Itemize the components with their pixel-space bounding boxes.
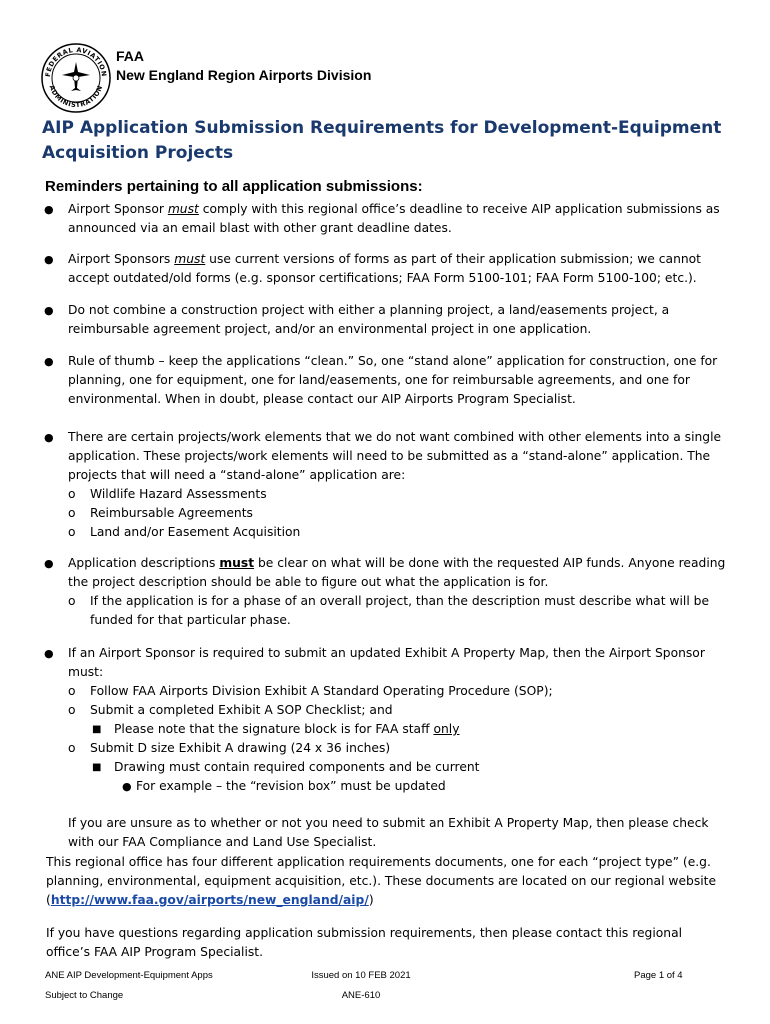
- org-line-division: New England Region Airports Division: [116, 67, 372, 83]
- list-item: ● There are certain projects/work elements that we do not want combined with other elements into a single application. These projects/work elements will need to be submitted as a “stand-alone” application. The projects that will need a “stand-alone” application are: o Wildlife Hazard Assessments o Reimbursable Agreements o Land and/or Easement Acquisition: [68, 428, 728, 542]
- regional-website-link[interactable]: http://www.faa.gov/airports/new_england/aip/: [50, 893, 369, 907]
- sub-list-item: o Wildlife Hazard Assessments: [68, 487, 267, 501]
- sub-list-item: o Reimbursable Agreements: [68, 506, 253, 520]
- exhibit-a-note: If you are unsure as to whether or not you need to submit an Exhibit A Property Map, then please check with our FAA Compliance and Land Use Specialist.: [68, 816, 709, 849]
- sub-list-item: o Follow FAA Airports Division Exhibit A Standard Operating Procedure (SOP);: [68, 684, 553, 698]
- bullet-icon: ●: [44, 355, 54, 368]
- reminders-heading: Reminders pertaining to all application submissions:: [45, 178, 423, 195]
- sub-list-item: o If the application is for a phase of an overall project, than the description must describe what will be funded for that particular phase.: [68, 594, 710, 627]
- regional-documents-paragraph: This regional office has four different application requirements documents, one for each “project type” (e.g. planning, environmental, equipment acquisition, etc.). These documents are located on our regional website (http://www.faa.gov/airports/new_england/aip/): [46, 855, 717, 907]
- sub-list-item: o Submit D size Exhibit A drawing (24 x 36 inches): [68, 741, 391, 755]
- list-item: ● Do not combine a construction project with either a planning project, a land/easements project, a reimbursable agreement project, and/or an environmental project in one application.: [44, 303, 670, 336]
- list-item: ● Application descriptions must be clear on what will be done with the requested AIP funds. Anyone reading the project description should be able to figure out what the application is for. o If the application is for a phase of an overall project, than the description must describe what will be funded for that particular phase.: [68, 554, 728, 630]
- sub-list-item: o Land and/or Easement Acquisition: [68, 525, 301, 539]
- sub-list-item: o Submit a completed Exhibit A SOP Checklist; and: [68, 703, 393, 717]
- organization-header: [116, 47, 371, 85]
- bullet-icon: ●: [44, 557, 54, 570]
- org-line-faa: FAA: [116, 48, 144, 64]
- sub-sub-list-item: ■ Please note that the signature block is for FAA staff only: [92, 722, 460, 736]
- faa-seal-logo: [40, 42, 112, 114]
- contact-paragraph: If you have questions regarding application submission requirements, then please contact this regional office’s FAA AIP Program Specialist.: [46, 926, 683, 959]
- document-title: AIP Application Submission Requirements for Development-Equipment Acquisition Projects: [42, 118, 722, 163]
- bullet-icon: ●: [44, 647, 54, 660]
- list-item: ● Rule of thumb – keep the applications “clean.” So, one “stand alone” application for construction, one for planning, one for equipment, one for land/easements, one for reimbursable agreements, and one for environmental. When in doubt, please contact our AIP Airports Program Specialist.: [44, 354, 718, 406]
- footer-left: ANE AIP Development-Equipment Apps Subject to Change: [45, 970, 213, 1001]
- seal-text-top: FEDERAL AVIATION: [43, 45, 109, 78]
- bullet-icon: ●: [44, 431, 54, 444]
- seal-text-bottom: ADMINISTRATION: [47, 84, 105, 110]
- footer-page-number: Page 1 of 4: [634, 970, 683, 981]
- list-item: ● Airport Sponsor must comply with this regional office’s deadline to receive AIP application submissions as announced via an email blast with other grant deadline dates.: [44, 202, 720, 235]
- sub-sub-sub-list-item: ● For example – the “revision box” must be updated: [122, 779, 446, 793]
- footer-center: Issued on 10 FEB 2021 ANE-610: [311, 970, 411, 1001]
- bullet-icon: ●: [44, 253, 54, 266]
- bullet-icon: ●: [44, 304, 54, 317]
- list-item: ● Airport Sponsors must use current versions of forms as part of their application submission; we cannot accept outdated/old forms (e.g. sponsor certifications; FAA Form 5100-101; FAA Form 5100-100; etc.).: [44, 252, 702, 285]
- list-item: ● If an Airport Sponsor is required to submit an updated Exhibit A Property Map, then the Airport Sponsor must: o Follow FAA Airports Division Exhibit A Standard Operating Procedure (SOP); o Submit a completed Exhibit A SOP Checklist; and ■ Please note that the signature block is for FAA staff only o Submit D size Exhibit A drawing (24 x 36 inches) ■ Drawing must contain required components and be current ● For example – the “revision box” must be updated If you are unsure as to whether or not you need to submit an Exhibit A Property Map, then please check with our FAA Compliance and Land Use Specialist.: [68, 644, 728, 852]
- bullet-icon: ●: [44, 203, 54, 216]
- sub-sub-list-item: ■ Drawing must contain required components and be current: [92, 760, 480, 774]
